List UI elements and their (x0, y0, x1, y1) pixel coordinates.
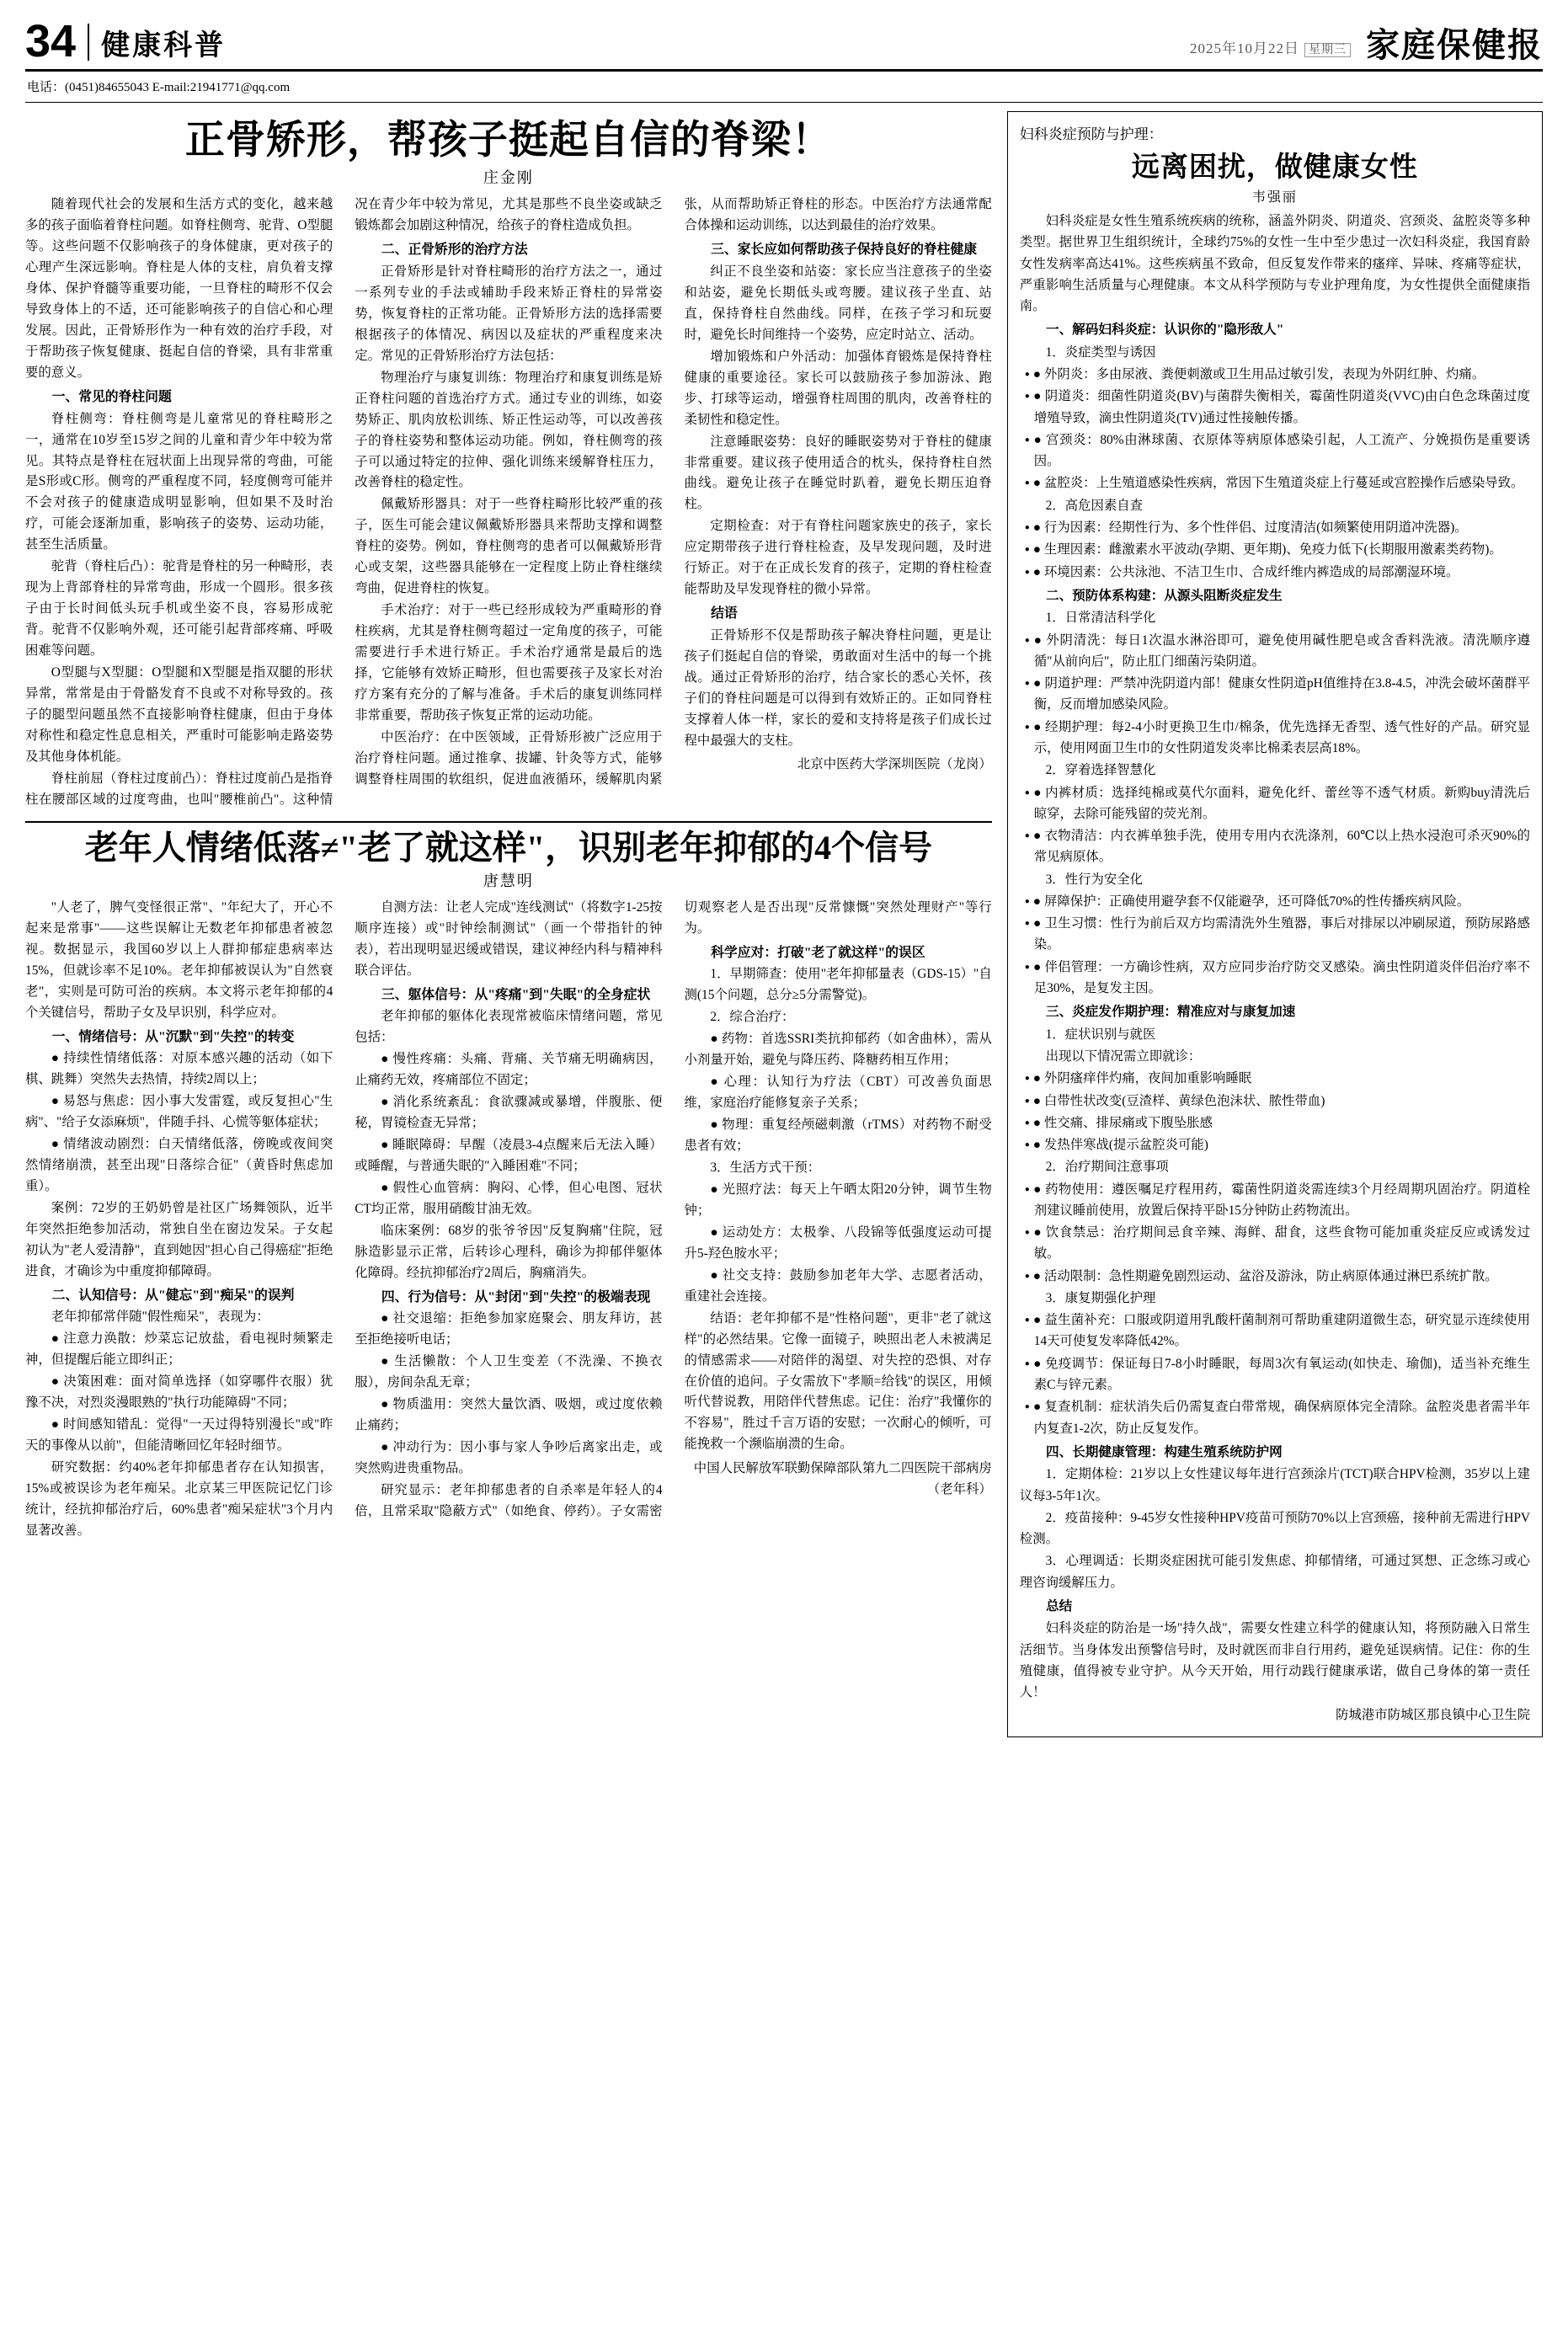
section-title: 健康科普 (101, 30, 227, 61)
bullet-item: ● ● 复查机制：症状消失后仍需复查白带常规，确保病原体完全清除。盆腔炎患者需半年内复查1-2次，防止反复发作。 (1020, 1396, 1530, 1439)
subheading: 四、长期健康管理：构建生殖系统防护网 (1045, 1444, 1283, 1459)
article3-byline: 韦强丽 (1251, 190, 1298, 205)
bullet-item: ● 注意力涣散：炒菜忘记放盐，看电视时频繁走神，但提醒后能立即纠正； (25, 1331, 333, 1368)
article3-body (1020, 211, 1530, 1726)
paragraph: 佩戴矫形器具：对于一些脊柱畸形比较严重的孩子，医生可能会建议佩戴矫形器具来帮助支撑和调整脊柱的姿势。例如，脊柱侧弯的患者可以佩戴矫形背心或支架，这些器具能够在一定程度上防止脊柱继续弯曲，促进脊柱的恢复。 (355, 497, 663, 596)
paragraph: 老年抑郁的躯体化表现常被临床情绪问题，常见包括： (355, 1009, 663, 1045)
left-column-zone (25, 111, 992, 1737)
article3-signature: 防城港市防城区那良镇中心卫生院 (1336, 1707, 1530, 1722)
subheading: 三、炎症发作期护理：精准应对与康复加速 (1045, 1005, 1296, 1020)
paragraph: 妇科炎症的防治是一场"持久战"，需要女性建立科学的健康认知，将预防融入日常生活细节。当身体发出预警信号时，及时就医而非自行用药，避免延误病情。记住：你的生殖健康，值得被专业守护。从今天开始，用行动践行健康承诺，做自己身体的第一责任人！ (1019, 1621, 1530, 1700)
bullet-item: ● 易怒与焦虑：因小事大发雷霆，或反复担心"生病"、"给子女添麻烦"，伴随手抖、心慌等躯体症状； (25, 1094, 333, 1130)
paragraph: 脊柱前屈（脊柱过度前凸）：脊柱过度前凸是指脊柱在腰部区域的过度弯曲，也叫"腰椎前凸"。这种情况在青少年中较为常见，尤其是那些不良坐姿或缺乏锻炼都会加剧这种情况，给孩子的脊柱造成负担。 (25, 197, 663, 807)
bullet-item: ● 冲动行为：因小事与家人争吵后离家出走，或突然购进贵重物品。 (355, 1439, 663, 1475)
paragraph: 正骨矫形是针对脊柱畸形的治疗方法之一，通过一系列专业的手法或辅助手段来矫正脊柱的异常姿势，恢复脊柱的正常功能。正骨矫形方法的选择需要根据孩子的体情况、病因以及症状的严重程度来决定。常见的正骨矫形治疗方法包括： (355, 264, 663, 363)
paragraph: 驼背（脊柱后凸）：驼背是脊柱的另一种畸形，表现为上背部脊柱的异常弯曲，形成一个圆形。很多孩子由于长时间低头玩手机或坐姿不良，容易形成驼背。驼背不仅影响外观，还可能引起背部疼痛、呼吸困难等问题。 (25, 559, 333, 659)
article-gynecological-inflammation (1007, 111, 1543, 1737)
paragraph: 自测方法：让老人完成"连线测试"（将数字1-25按顺序连接）或"时钟绘制测试"（画一个带指针的钟表），若出现明显迟缓或错误，建议神经内科与精神科联合评估。 (355, 899, 663, 978)
article2-signature: 中国人民解放军联勤保障部队第九二四医院干部病房（老年科） (693, 1461, 992, 1497)
bullet-item: ● ● 外阴清洗：每日1次温水淋浴即可，避免使用碱性肥皂或含香料洗液。清洗顺序遵循"从前向后"，防止肛门细菌污染阴道。 (1020, 630, 1530, 673)
subheading: 二、预防体系构建：从源头阻断炎症发生 (1045, 588, 1283, 603)
paragraph: 2．疫苗接种：9-45岁女性接种HPV疫苗可预防70%以上宫颈癌，接种前无需进行HPV检测。 (1019, 1510, 1530, 1547)
article2-headline: 老年人情绪低落≠"老了就这样"，识别老年抑郁的4个信号 (84, 828, 933, 867)
bullet-item: ● ● 衣物清洁：内衣裤单独手洗，使用专用内衣洗涤剂，60℃以上热水浸泡可杀灭90%的常见病原体。 (1020, 825, 1530, 868)
paragraph: 1．定期体检：21岁以上女性建议每年进行宫颈涂片(TCT)联合HPV检测，35岁以上建议每3-5年1次。 (1019, 1467, 1530, 1503)
bullet-item: ● ● 环境因素：公共泳池、不洁卫生巾、合成纤维内裤造成的局部潮湿环境。 (1020, 562, 1530, 583)
subheading: 三、躯体信号：从"疼痛"到"失眠"的全身症状 (381, 987, 651, 1002)
paragraph: 1．早期筛查：使用"老年抑郁量表（GDS-15）"自测(15个问题，总分≥5分需警觉)。 (684, 967, 992, 1003)
subheading: 二、认知信号：从"健忘"到"痴呆"的误判 (51, 1288, 295, 1303)
masthead (25, 16, 1543, 72)
article2-body (25, 898, 992, 1542)
paragraph: 3．康复期强化护理 (1045, 1290, 1156, 1305)
issue-date (1190, 36, 1366, 64)
paragraph: 研究数据：约40%老年抑郁患者存在认知损害，15%或被误诊为老年痴呆。北京某三甲医院记忆门诊统计，经抗抑郁治疗后，60%患者"痴呆症状"3个月内显著改善。 (25, 1459, 333, 1538)
bullet-item: ● ● 外阴瘙痒伴灼痛，夜间加重影响睡眠 (1020, 1068, 1530, 1089)
bullet-item: ● ● 外阴炎：多由尿液、粪便刺激或卫生用品过敏引发，表现为外阴红肿、灼痛。 (1020, 364, 1530, 385)
bullet-item: ● ● 活动限制：急性期避免剧烈运动、盆浴及游泳，防止病原体通过淋巴系统扩散。 (1020, 1266, 1530, 1287)
article-spine-correction (25, 118, 992, 811)
bullet-item: ● ● 生理因素：雌激素水平波动(孕期、更年期)、免疫力低下(长期服用激素类药物)。 (1020, 539, 1530, 560)
bullet-item: ● 假性心血管病：胸闷、心悸，但心电图、冠状CT均正常，服用硝酸甘油无效。 (355, 1180, 663, 1216)
contact-line: 电话：(0451)84655043 E-mail:21941771@qq.com (25, 72, 1543, 103)
article2-byline: 唐慧明 (483, 872, 534, 889)
paragraph: 3．生活方式干预： (710, 1160, 821, 1175)
paragraph: 增加锻炼和户外活动：加强体育锻炼是保持脊柱健康的重要途径。家长可以鼓励孩子参加游泳、跑步、打球等运动，增强脊柱周围的肌肉，改善脊柱的柔韧性和稳定性。 (684, 349, 992, 427)
paragraph: 手术治疗：对于一些已经形成较为严重畸形的脊柱疾病，尤其是脊柱侧弯超过一定角度的孩子，可能需要进行手术进行矫正。手术治疗通常是最后的选择，它能够有效矫正畸形，但也需要孩子及家长对治疗方案有充分的了解与准备。手术后的康复训练同样非常重要，帮助孩子恢复正常的运动功能。 (355, 603, 663, 723)
bullet-item: ● 光照疗法：每天上午晒太阳20分钟，调节生物钟； (684, 1182, 992, 1218)
paragraph: 老年抑郁常伴随"假性痴呆"，表现为： (51, 1310, 269, 1325)
paragraph: 物理治疗与康复训练：物理治疗和康复训练是矫正脊柱问题的首选治疗方式。通过专业的训练，如姿势矫正、肌肉放松训练、矫正性运动等，可以改善孩子的脊柱姿势和整体运动功能。例如，脊柱侧弯的孩子可以通过特定的拉伸、强化训练来缓解脊柱压力，改善脊柱的稳定性。 (355, 370, 663, 490)
paragraph: 正骨矫形不仅是帮助孩子解决脊柱问题，更是让孩子们挺起自信的脊梁，勇敢面对生活中的每一个挑战。通过正骨矫形的治疗，结合家长的悉心关怀，孩子们的脊柱问题是可以得到有效矫正的。正如同脊柱支撑着人体一样，家长的爱和支持将是孩子们成长过程中最强大的支柱。 (684, 627, 992, 748)
bullet-item: ● ● 药物使用：遵医嘱足疗程用药，霉菌性阴道炎需连续3个月经周期巩固治疗。阴道栓剂建议睡前使用，放置后保持平卧15分钟防止药物流出。 (1020, 1179, 1530, 1222)
subheading: 结语 (711, 606, 738, 622)
page-number: 34 (25, 16, 77, 67)
subheading: 总结 (1045, 1598, 1073, 1614)
issue-date-text: 2025年10月22日 (1190, 40, 1299, 56)
bullet-item: ● 慢性疼痛：头痛、背痛、关节痛无明确病因，止痛药无效，疼痛部位不固定； (355, 1052, 663, 1088)
bullet-item: ● ● 阴道护理：严禁冲洗阴道内部！健康女性阴道pH值维持在3.8-4.5，冲洗会破坏菌群平衡，反而增加感染风险。 (1020, 673, 1530, 716)
subheading: 一、情绪信号：从"沉默"到"失控"的转变 (51, 1029, 295, 1044)
bullet-item: ● 生活懒散：个人卫生变差（不洗澡、不换衣服），房间杂乱无章； (355, 1354, 663, 1390)
paragraph: 定期检查：对于有脊柱问题家族史的孩子，家长应定期带孩子进行脊柱检查，及早发现问题，及时进行矫正。对于在正成长发育的孩子，定期的脊柱检查能帮助及早发现脊柱的微小异常。 (684, 519, 992, 597)
paragraph: 出现以下情况需立即就诊： (1045, 1048, 1202, 1064)
bullet-item: ● 社交支持：鼓励参加老年大学、志愿者活动，重建社会连接。 (684, 1267, 992, 1304)
bullet-item: ● 情绪波动剧烈：白天情绪低落，傍晚或夜间突然情绪崩溃，甚至出现"日落综合征"（黄昏时焦虑加重）。 (25, 1137, 333, 1193)
issue-weekday: 星期三 (1304, 43, 1351, 57)
paragraph: 2．高危因素自查 (1045, 498, 1144, 513)
bullet-item: ● 消化系统紊乱：食欲骤减或暴增，伴腹胀、便秘，胃镜检查无异常； (355, 1095, 663, 1131)
bullet-item: ● ● 饮食禁忌：治疗期间忌食辛辣、海鲜、甜食，这些食物可能加重炎症反应或诱发过敏。 (1020, 1222, 1530, 1265)
subheading: 三、家长应如何帮助孩子保持良好的脊柱健康 (711, 243, 978, 258)
masthead-divider (88, 24, 89, 61)
bullet-item: ● ● 行为因素：经期性行为、多个性伴侣、过度清洁(如频繁使用阴道冲洗器)。 (1020, 517, 1530, 538)
bullet-item: ● ● 内裤材质：选择纯棉或莫代尔面料，避免化纤、蕾丝等不透气材质。新购buy清洗后晾穿，去除可能残留的荧光剂。 (1020, 782, 1530, 825)
paragraph: 妇科炎症是女性生殖系统疾病的统称，涵盖外阴炎、阴道炎、宫颈炎、盆腔炎等多种类型。据世界卫生组织统计，全球约75%的女性一生中至少患过一次妇科炎症，我国育龄女性发病率高达41%。这些疾病虽不致命，但反复发作带来的瘙痒、异味、疼痛等症状，严重影响生活质量与心理健康。本文从科学预防与专业护理角度，为女性提供全面健康指南。 (1019, 214, 1530, 314)
paragraph: 1．症状识别与就医 (1045, 1027, 1156, 1042)
bullet-item: ● ● 发热伴寒战(提示盆腔炎可能) (1020, 1134, 1530, 1155)
bullet-item: ● ● 屏障保护：正确使用避孕套不仅能避孕，还可降低70%的性传播疾病风险。 (1020, 891, 1530, 912)
bullet-item: ● ● 免疫调节：保证每日7-8小时睡眠，每周3次有氧运动(如快走、瑜伽)，适当补充维生素C与锌元素。 (1020, 1353, 1530, 1396)
paragraph: 随着现代社会的发展和生活方式的变化，越来越多的孩子面临着脊柱问题。如脊柱侧弯、驼背、O型腿等。这些问题不仅影响孩子的身体健康，更对孩子的心理产生深远影响。脊柱是人体的支柱，肩负着支撑身体、保护脊髓等重要功能，一旦脊柱的畸形不仅会导致身体上的不适，还可能影响孩子的自信心和心理发展。因此，正骨矫形作为一种有效的治疗手段，对于帮助孩子恢复健康、挺起自信的脊梁，具有非常重要的意义。 (25, 197, 333, 381)
bullet-item: ● 物质滥用：突然大量饮酒、吸烟，或过度依赖止痛药； (355, 1397, 663, 1433)
paper-title: 家庭保健报 (1366, 26, 1543, 64)
paragraph: 3．性行为安全化 (1045, 872, 1144, 887)
page-body (25, 111, 1543, 1737)
bullet-item: ● ● 益生菌补充：口服或阴道用乳酸杆菌制剂可帮助重建阴道微生态，研究显示连续使用14天可使复发率降低42%。 (1020, 1310, 1530, 1352)
article1-byline: 庄金刚 (483, 169, 534, 187)
paragraph: 2．穿着选择智慧化 (1045, 763, 1156, 778)
bullet-item: ● ● 盆腔炎：上生殖道感染性疾病，常因下生殖道炎症上行蔓延或宫腔操作后感染导致。 (1020, 472, 1530, 493)
bullet-item: ● ● 伴侣管理：一方确诊性病，双方应同步治疗防交叉感染。滴虫性阴道炎伴侣治疗率不足30%，是复发主因。 (1020, 957, 1530, 1000)
paragraph: 纠正不良坐姿和站姿：家长应当注意孩子的坐姿和站姿，避免长期低头或弯腰。建议孩子坐直、站直，保持脊柱自然曲线。同样，在孩子学习和玩耍时，避免长时间维持一个姿势，应定时站立、活动。 (684, 264, 992, 342)
bullet-item: ● 持续性情绪低落：对原本感兴趣的活动（如下棋、跳舞）突然失去热情，持续2周以上； (25, 1051, 333, 1087)
subheading: 一、常见的脊柱问题 (51, 390, 172, 405)
bullet-item: ● 运动处方：太极拳、八段锦等低强度运动可提升5-羟色胺水平； (684, 1224, 992, 1261)
subheading: 一、解码妇科炎症：认识你的"隐形敌人" (1045, 323, 1284, 338)
bullet-item: ● 决策困难：面对简单选择（如穿哪件衣服）犹豫不决，对烈炎漫眼熟的"执行功能障碍"不同； (25, 1374, 333, 1411)
paragraph: O型腿与X型腿：O型腿和X型腿是指双腿的形状异常，常常是由于骨骼发育不良或不对称导致的。孩子的腿型问题虽然不直接影响脊柱健康，但由于身体对称性和稳定性息息相关，严重时可能影响走路姿势及其他身体机能。 (25, 665, 333, 764)
paragraph: 中医治疗：在中医领域，正骨矫形被广泛应用于治疗脊柱问题。通过推拿、拔罐、针灸等方式，能够调整脊柱周围的软组织，促进血液循环，缓解肌肉紧张，从而帮助矫正脊柱的形态。中医治疗方法通常配合体操和运动训练，以达到最佳的治疗效果。 (355, 197, 992, 787)
paragraph: 研究显示：老年抑郁患者的自杀率是年轻人的4倍，且常采取"隐蔽方式"（如绝食、停药）。子女需密切观察老人是否出现"反常慷慨"突然处理财产"等行为。 (355, 899, 992, 1518)
subheading: 四、行为信号：从"封闭"到"失控"的极端表现 (381, 1289, 651, 1304)
bullet-item: ● ● 性交痛、排尿痛或下腹坠胀感 (1020, 1112, 1530, 1134)
paragraph: 2．综合治疗： (710, 1010, 795, 1025)
paragraph: 案例：72岁的王奶奶曾是社区广场舞领队，近半年突然拒绝参加活动，常独自坐在窗边发呆。子女起初认为"老人爱清静"，直到她因"担心自己得癌症"拒绝进食，才确诊为中重度抑郁障碍。 (25, 1200, 333, 1278)
bullet-item: ● 心理：认知行为疗法（CBT）可改善负面思维，家庭治疗能修复亲子关系； (684, 1075, 992, 1111)
paragraph: "人老了，脾气变怪很正常"、"年纪大了，开心不起来是常事"——这些误解让无数老年抑郁患者被忽视。数据显示，我国60岁以上人群抑郁症患病率达15%，但就诊率不足10%。老年抑郁被误认为"自然衰老"，实则是可防可治的疾病。本文将示老年抑郁的4个关键信号，帮助子女及早识别，科学应对。 (25, 899, 333, 1020)
paragraph: 脊柱侧弯：脊柱侧弯是儿童常见的脊柱畸形之一，通常在10岁至15岁之间的儿童和青少年中较为常见。其特点是脊柱在冠状面上出现异常的弯曲，可能是S形或C形。侧弯的严重程度不同，轻度侧弯可能并不会对孩子的健康造成明显影响，但如果不及时治疗，可能会逐渐加重，影响孩子的姿势、运动功能，甚至生活质量。 (25, 411, 333, 552)
bullet-item: ● 物理：重复经颅磁刺激（rTMS）对药物不耐受患者有效； (684, 1118, 992, 1154)
article1-headline: 正骨矫形，帮孩子挺起自信的脊梁！ (184, 119, 832, 163)
bullet-item: ● 社交退缩：拒绝参加家庭聚会、朋友拜访，甚至拒绝接听电话； (355, 1311, 663, 1347)
paragraph: 1．日常清洁科学化 (1045, 611, 1156, 626)
bullet-item: ● ● 经期护理：每2-4小时更换卫生巾/棉条，优先选择无香型、透气性好的产品。研究显示，使用网面卫生巾的女性阴道发炎率比棉柔表层高18%。 (1020, 717, 1530, 760)
paragraph: 2．治疗期间注意事项 (1045, 1160, 1169, 1175)
article-elderly-depression (25, 828, 992, 1542)
paragraph: 临床案例：68岁的张爷爷因"反复胸痛"住院，冠脉造影显示正常，后转诊心理科，确诊为抑郁伴躯体化障碍。经抗抑郁治疗2周后，胸痛消失。 (355, 1223, 663, 1280)
bullet-item: ● ● 白带性状改变(豆渣样、黄绿色泡沫状、脓性带血) (1020, 1091, 1530, 1112)
subheading: 二、正骨矫形的治疗方法 (381, 243, 528, 258)
article1-signature: 北京中医药大学深圳医院（龙岗） (797, 757, 992, 772)
article1-body (25, 195, 992, 810)
subheading: 科学应对：打破"老了就这样"的误区 (711, 945, 925, 960)
bullet-item: ● 时间感知错乱：觉得"一天过得特别漫长"或"昨天的事像从以前"，但能清晰回忆年轻时细节。 (25, 1417, 333, 1453)
paragraph: 注意睡眠姿势：良好的睡眠姿势对于脊柱的健康非常重要。建议孩子使用适合的枕头，保持脊柱自然曲线。避免让孩子在睡觉时趴着，避免长期压迫脊柱。 (684, 434, 992, 512)
paragraph: 结语：老年抑郁不是"性格问题"，更非"老了就这样"的必然结果。它像一面镜子，映照出老人未被满足的情感需求——对陪伴的渴望、对失控的恐惧、对存在价值的追问。子女需放下"孝顺=给钱"的误区，用倾听代替说教，用陪伴代替焦虑。记住：治疗"我懂你的不容易"，胜过千言万语的安慰；一次耐心的倾听，可能挽救一个濒临崩溃的生命。 (684, 1310, 992, 1452)
article3-headline: 远离困扰，做健康女性 (1131, 152, 1418, 183)
bullet-item: ● ● 阴道炎：细菌性阴道炎(BV)与菌群失衡相关，霉菌性阴道炎(VVC)由白色念珠菌过度增殖导致，滴虫性阴道炎(TV)通过性接触传播。 (1020, 386, 1530, 429)
paragraph: 3．心理调适：长期炎症困扰可能引发焦虑、抑郁情绪，可通过冥想、正念练习或心理咨询缓解压力。 (1019, 1554, 1530, 1590)
bullet-item: ● ● 卫生习惯：性行为前后双方均需清洗外生殖器，事后对排尿以冲刷尿道，预防尿路感染。 (1020, 913, 1530, 956)
article-divider (25, 821, 992, 823)
bullet-item: ● ● 宫颈炎：80%由淋球菌、衣原体等病原体感染引起，人工流产、分娩损伤是重要诱因。 (1020, 429, 1530, 472)
bullet-item: ● 睡眠障碍：早醒（凌晨3-4点醒来后无法入睡）或睡醒，与普通失眠的"入睡困难"不同； (355, 1138, 663, 1173)
article3-kicker: 妇科炎症预防与护理： (1019, 126, 1163, 142)
paragraph: 1．炎症类型与诱因 (1045, 344, 1156, 360)
bullet-item: ● 药物：首选SSRI类抗抑郁药（如舍曲林），需从小剂量开始，避免与降压药、降糖药相互作用； (684, 1032, 992, 1068)
